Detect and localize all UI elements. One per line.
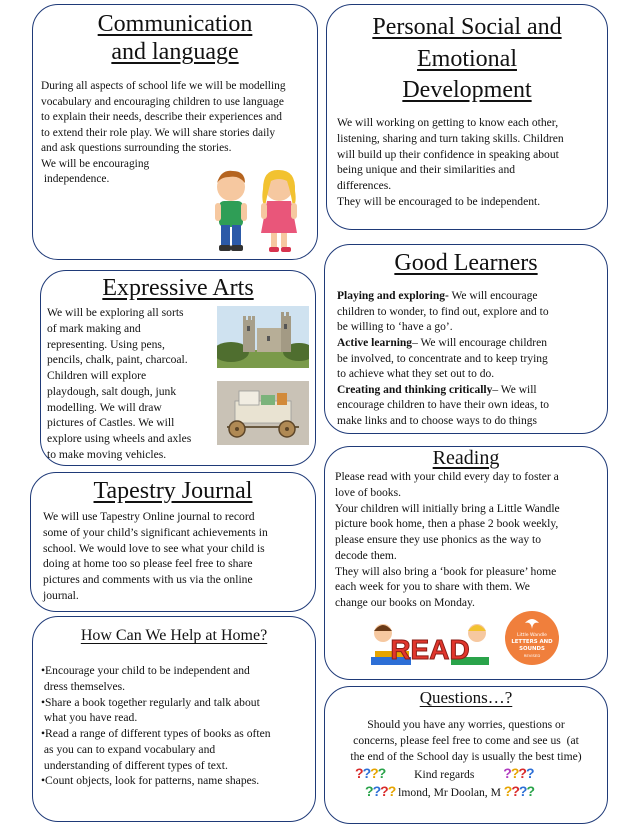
tapestry-text: We will use Tapestry Online journal to record some of your child’s significant achievements in school. We would love to see what your child is doing at home too so please feel free to share pictures and comments with us via the online journal.	[43, 510, 268, 602]
question-marks-icon: ????	[365, 783, 396, 799]
staff-names: lmond, Mr Doolan, M	[398, 786, 501, 799]
help-at-home-panel	[32, 616, 316, 822]
little-wandle-logo	[503, 609, 561, 667]
questions-title: Questions…?	[419, 688, 513, 707]
question-marks-icon: ????	[355, 765, 386, 781]
communication-panel	[32, 4, 318, 260]
expressive-arts-panel	[40, 270, 316, 466]
good-learners-text: Playing and exploring- We will encourage children to wonder, to find out, explore and to be willing to ‘have a go’. Active learning– We will encourage children be involved, to concentrate and to keep trying to achieve what they set out to do. Creating and thinking critically– We will encourage children to have their own ideas, to make links and to choose ways to do things	[337, 290, 550, 427]
signature-row	[365, 783, 605, 799]
svg-text:Little Wandle: Little Wandle	[517, 633, 547, 638]
communication-title: Communication and language	[97, 11, 253, 66]
good-learners-panel	[324, 244, 608, 434]
reading-title: Reading	[432, 447, 500, 469]
kind-regards-row	[355, 765, 605, 781]
castle-photo	[217, 306, 309, 368]
tapestry-title: Tapestry Journal	[93, 478, 253, 504]
good-learners-title: Good Learners	[394, 250, 538, 276]
svg-text:REVISED: REVISED	[523, 653, 541, 658]
read-logo-text: READ	[390, 634, 470, 665]
children-talking-illustration	[201, 163, 311, 258]
kind-regards-text: Kind regards	[414, 768, 475, 781]
expressive-arts-title: Expressive Arts	[102, 275, 254, 301]
svg-text:LETTERS AND: LETTERS AND	[511, 639, 553, 645]
psed-text: We will working on getting to know each other, listening, sharing and turn taking skills. Children will build up their confidence in speaking about being unique and their similarities and differences. They will be encouraged to be independent.	[337, 116, 564, 208]
tapestry-panel	[30, 472, 316, 612]
help-at-home-text: •Encourage your child to be independent and dress themselves. •Share a book together regularly and talk about what you have read. •Read a range of different types of books as often as you can to expand vocabulary and understanding of different types of text. •Count objects, look for patterns, name shapes.	[41, 664, 271, 788]
communication-text: During all aspects of school life we will be modelling vocabulary and encouraging children to use language to explain their needs, describe their experiences and to extend their role play. We will share stories daily and ask questions surrounding the stories. We will be encouraging independence.	[41, 80, 286, 185]
questions-text: Should you have any worries, questions or concerns, please feel free to come and see us (at the end of the School day is usually the best time)	[350, 718, 582, 763]
help-at-home-title: How Can We Help at Home?	[80, 627, 268, 644]
junk-model-vehicle-photo	[217, 381, 309, 445]
read-logo	[367, 615, 493, 671]
reading-text: Please read with your child every day to foster a love of books. Your children will initially bring a Little Wandle picture book home, then a phase 2 book weekly, please ensure they use phonics as the way to decode them. They will also bring a ‘book for pleasure’ home each week for you to share with them. We change our books on Monday.	[335, 470, 560, 610]
reading-panel	[324, 446, 608, 680]
questions-panel	[324, 686, 608, 824]
svg-text:SOUNDS: SOUNDS	[519, 646, 545, 652]
psed-title: Personal Social and Emotional Development	[372, 14, 562, 104]
expressive-arts-text: We will be exploring all sorts of mark making and representing. Using pens, pencils, chalk, paint, charcoal. Children will explore playdough, salt dough, junk modelling. We will draw pictures of Castles. We will explore using wheels and axles to make moving vehicles.	[47, 306, 192, 461]
psed-panel	[326, 4, 608, 230]
question-marks-icon: ????	[503, 765, 534, 781]
question-marks-icon: ????	[503, 783, 535, 799]
